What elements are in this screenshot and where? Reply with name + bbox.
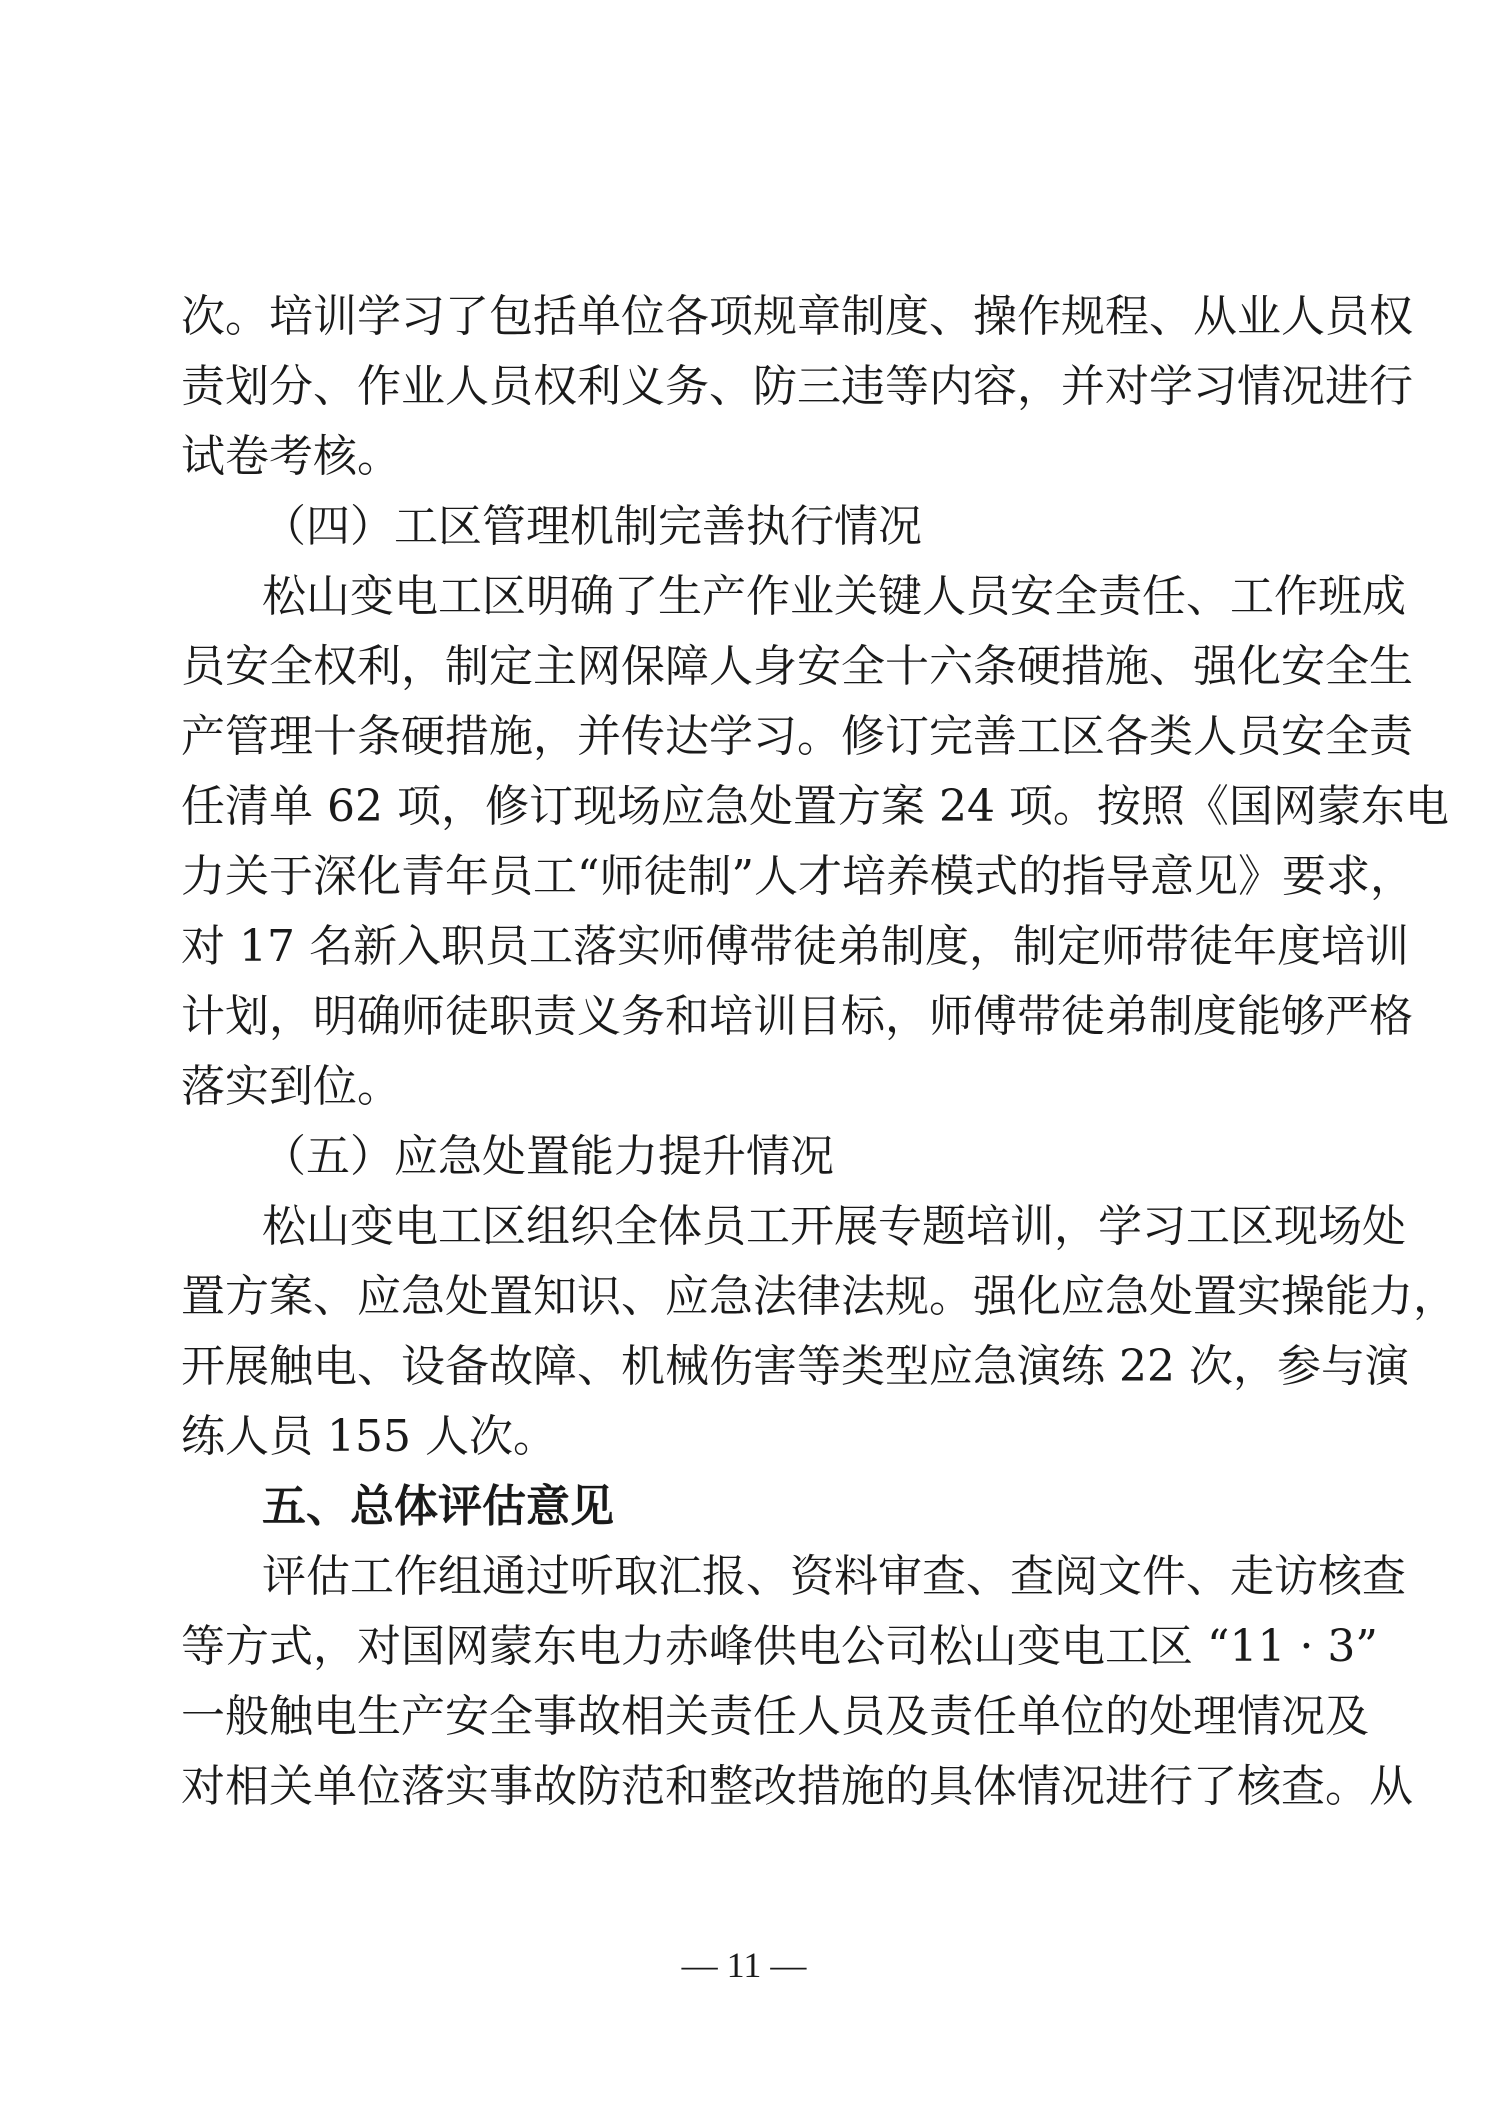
section-heading: （四）工区管理机制完善执行情况 [262,501,922,552]
body-text-line: 产管理十条硬措施，并传达学习。修订完善工区各类人员安全责 [181,711,1413,762]
body-text-line: 责划分、作业人员权利义务、防三违等内容，并对学习情况进行 [181,361,1413,412]
body-text-line: 试卷考核。 [181,431,401,482]
body-text-line: 松山变电工区组织全体员工开展专题培训，学习工区现场处 [262,1201,1406,1252]
body-text-line: 落实到位。 [181,1061,401,1112]
body-text-line: 次。培训学习了包括单位各项规章制度、操作规程、从业人员权 [181,291,1413,342]
body-text-line: 对 17 名新入职员工落实师傅带徒弟制度，制定师带徒年度培训 [181,921,1409,972]
body-text-line: 评估工作组通过听取汇报、资料审查、查阅文件、走访核查 [262,1551,1406,1602]
body-text-line: 计划，明确师徒职责义务和培训目标，师傅带徒弟制度能够严格 [181,991,1413,1042]
body-text-line: 松山变电工区明确了生产作业关键人员安全责任、工作班成 [262,571,1406,622]
body-text-line: 员安全权利，制定主网保障人身安全十六条硬措施、强化安全生 [181,641,1413,692]
page-number: — 11 — [681,1945,807,1985]
body-text-line: 任清单 62 项，修订现场应急处置方案 24 项。按照《国网蒙东电 [181,781,1449,832]
body-text-line: 对相关单位落实事故防范和整改措施的具体情况进行了核查。从 [181,1761,1413,1812]
body-text-line: 一般触电生产安全事故相关责任人员及责任单位的处理情况及 [181,1691,1369,1742]
body-text-line: 开展触电、设备故障、机械伤害等类型应急演练 22 次，参与演 [181,1341,1409,1392]
main-section-heading: 五、总体评估意见 [262,1481,614,1532]
section-heading: （五）应急处置能力提升情况 [262,1131,834,1182]
body-text-line: 练人员 155 人次。 [181,1411,557,1462]
body-text-line: 力关于深化青年员工“师徒制”人才培养模式的指导意见》要求， [181,851,1414,902]
body-text-line: 等方式，对国网蒙东电力赤峰供电公司松山变电工区 “11 · 3” [181,1621,1378,1672]
body-text-line: 置方案、应急处置知识、应急法律法规。强化应急处置实操能力， [181,1271,1457,1322]
